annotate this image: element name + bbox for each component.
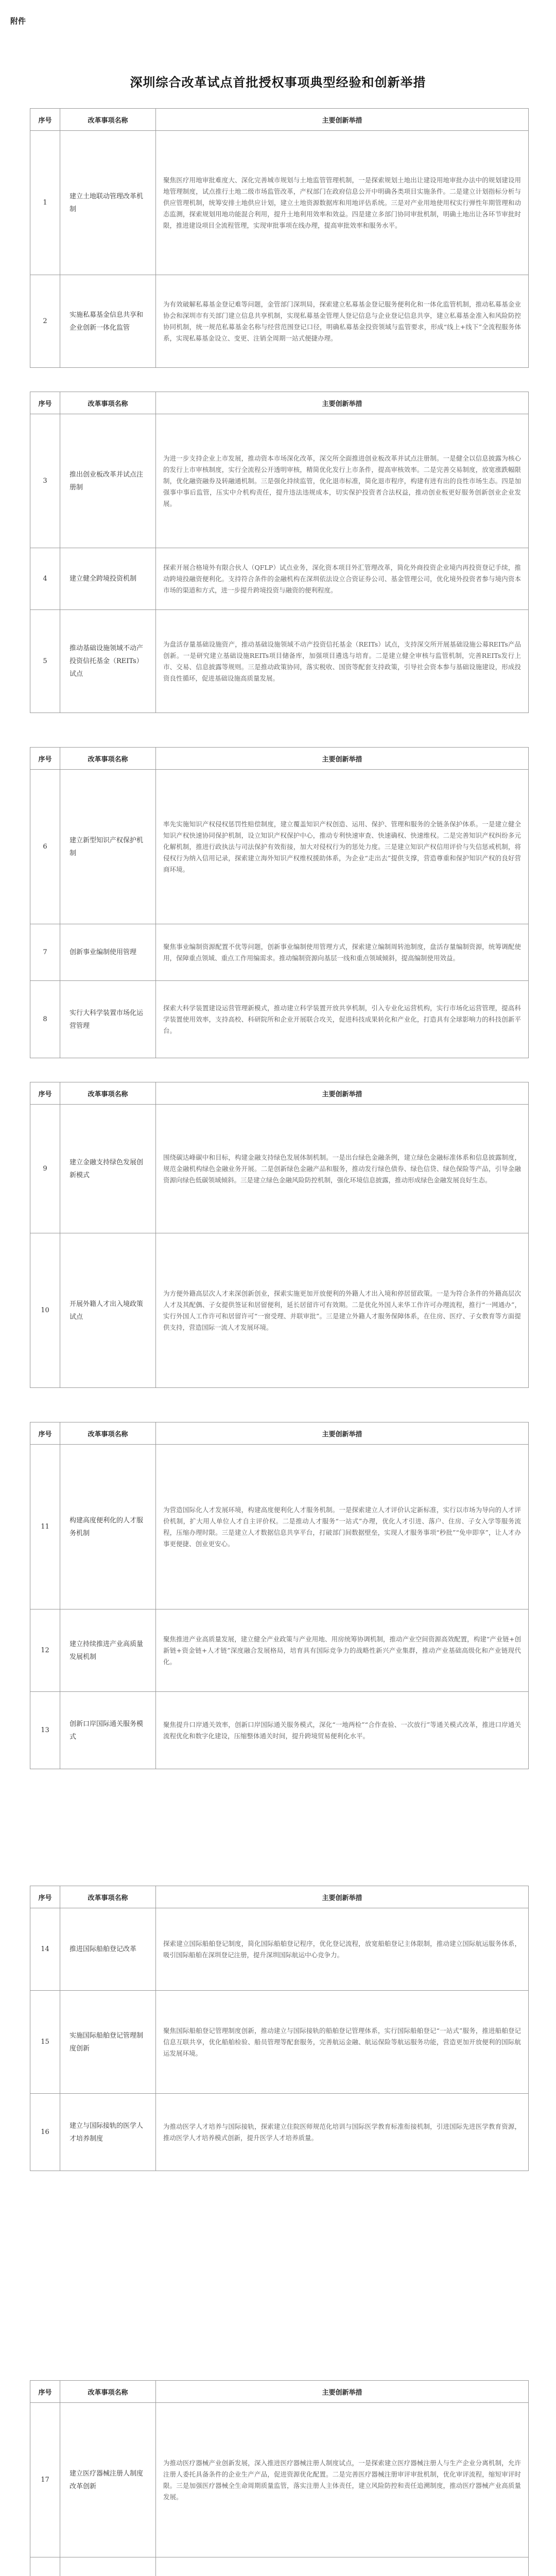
header-no: 序号 xyxy=(30,392,60,414)
reform-table xyxy=(30,108,529,368)
row-measures xyxy=(156,2557,529,2576)
attachment-label: 附件 xyxy=(10,16,26,26)
table-header xyxy=(30,1082,529,1105)
table-row xyxy=(30,981,529,1058)
header-item: 改革事项名称 xyxy=(60,1886,156,1908)
header-item: 改革事项名称 xyxy=(60,1082,156,1105)
header-item: 改革事项名称 xyxy=(60,1422,156,1445)
table-page-7 xyxy=(30,2380,528,2576)
row-item-name: 推出创业板改革并试点注册制 xyxy=(60,414,156,548)
row-item-name: 建立与国际接轨的医学人才培养制度 xyxy=(60,2094,156,2171)
row-measures: 聚焦医疗用地审批难度大、深化完善城市规划与土地监管管理机制，一是探索规划土地出让建设用地审批办法中的规划建设用地管理制度，试点推行土地二级市场监管改革，产权部门在政府信息公开中明确各类项目实施条件。二是建立计划指标分析与供应管理机制，统筹安排土地供应计划，建立土地资源数据库和用地评估系统。三是对产业用地使用权实行弹性年期管理和动态监测，探索规划用地功能混合利用，提升土地利用效率和效益。四是建立多部门协同审批机制，明确土地出让各环节审批时限，推进建设项目全流程管理，实现审批事项在线办理，提高审批效率和服务水平。 xyxy=(156,131,529,275)
reform-table xyxy=(30,2380,529,2576)
header-item: 改革事项名称 xyxy=(60,2381,156,2403)
header-item: 改革事项名称 xyxy=(60,748,156,770)
row-number: 14 xyxy=(30,1908,60,1991)
row-number: 8 xyxy=(30,981,60,1058)
table-row xyxy=(30,2403,529,2557)
row-number: 5 xyxy=(30,610,60,713)
table-row xyxy=(30,2557,529,2576)
table-page-6 xyxy=(30,1886,528,2171)
row-measures: 为推动医学人才培养与国际接轨，探索建立住院医师规范化培训与国际医学教育标准衔接机制，引进国际先进医学教育资源，推动医学人才培养模式创新，提升医学人才培养质量。 xyxy=(156,2094,529,2171)
row-measures: 聚焦推进产业高质量发展，建立健全产业政策与产业用地、用房统筹协调机制，推动产业空间资源高效配置，构建“产业链+创新链+资金链+人才链”深度融合发展格局，培育具有国际竞争力的战略性新兴产业集群，推动产业基础高级化和产业链现代化。 xyxy=(156,1609,529,1692)
row-number xyxy=(30,2557,60,2576)
row-item-name: 推动基础设施领域不动产投资信托基金（REITs）试点 xyxy=(60,610,156,713)
row-item-name: 建立金融支持绿色发展创新模式 xyxy=(60,1105,156,1233)
reform-table xyxy=(30,1886,529,2171)
header-measures: 主要创新举措 xyxy=(156,1422,529,1445)
row-measures: 聚焦国际船舶登记管理制度创新，推动建立与国际接轨的船舶登记管理体系，实行国际船舶登记“一站式”服务，推进船舶登记信息互联共享，优化船舶检验、船员管理等配套服务，完善航运金融、航运保险等航运服务功能，营造更加开放便利的国际航运发展环境。 xyxy=(156,1991,529,2094)
header-item: 改革事项名称 xyxy=(60,392,156,414)
table-row xyxy=(30,610,529,713)
row-number: 10 xyxy=(30,1233,60,1388)
row-item-name: 建立新型知识产权保护机制 xyxy=(60,770,156,924)
row-item-name: 开展外籍人才出入境政策试点 xyxy=(60,1233,156,1388)
row-number: 3 xyxy=(30,414,60,548)
header-measures: 主要创新举措 xyxy=(156,2381,529,2403)
table-row xyxy=(30,131,529,275)
reform-table xyxy=(30,1422,529,1769)
table-row xyxy=(30,275,529,368)
page-title: 深圳综合改革试点首批授权事项典型经验和创新举措 xyxy=(130,75,426,90)
row-measures: 探索建立国际船舶登记制度，简化国际船舶登记程序，优化登记流程，放宽船舶登记主体限制，推动建立国际航运服务体系，吸引国际船舶在深圳登记注册，提升深圳国际航运中心竞争力。 xyxy=(156,1908,529,1991)
table-header xyxy=(30,1422,529,1445)
table-row xyxy=(30,1233,529,1388)
header-no: 序号 xyxy=(30,1886,60,1908)
row-number: 1 xyxy=(30,131,60,275)
row-measures: 围绕碳达峰碳中和目标，构建金融支持绿色发展体制机制。一是出台绿色金融条例，建立绿色金融标准体系和信息披露制度，规范金融机构绿色金融业务开展。二是创新绿色金融产品和服务，推动发行绿色债券、绿色信贷、绿色保险等产品，引导金融资源向绿色低碳领域倾斜。三是建立绿色金融风险防控机制，强化环境信息披露，推动形成绿色金融发展良好生态。 xyxy=(156,1105,529,1233)
header-no: 序号 xyxy=(30,748,60,770)
table-page-3 xyxy=(30,747,528,1058)
row-number: 13 xyxy=(30,1692,60,1769)
row-measures: 为推动医疗器械产业创新发展，深入推进医疗器械注册人制度试点，一是探索建立医疗器械注册人与生产企业分离机制，允许注册人委托具备条件的企业生产产品，促进资源优化配置。二是完善医疗器械注册审评审批机制，优化审评流程，缩短审评时限。三是加强医疗器械全生命周期质量监管，落实注册人主体责任，建立风险防控和责任追溯制度，推动医疗器械产业高质量发展。 xyxy=(156,2403,529,2557)
table-header xyxy=(30,109,529,131)
header-no: 序号 xyxy=(30,1422,60,1445)
table-row xyxy=(30,1908,529,1991)
row-measures: 率先实施知识产权侵权惩罚性赔偿制度，建立覆盖知识产权创造、运用、保护、管理和服务的全链条保护体系。一是建立健全知识产权快速协同保护机制，设立知识产权保护中心，推动专利快速审查、快速确权、快速维权。二是完善知识产权纠纷多元化解机制，推进行政执法与司法保护有效衔接，加大对侵权行为的惩处力度。三是建立知识产权信用评价与失信惩戒机制，将侵权行为纳入信用记录，探索建立海外知识产权维权援助体系，为企业“走出去”提供支撑，营造尊重和保护知识产权的良好营商环境。 xyxy=(156,770,529,924)
table-row xyxy=(30,770,529,924)
table-row xyxy=(30,548,529,610)
table-row xyxy=(30,1609,529,1692)
row-item-name: 建立医疗器械注册人制度改革创新 xyxy=(60,2403,156,2557)
row-item-name: 创新事业编制使用管理 xyxy=(60,924,156,981)
row-item-name: 创新口岸国际通关服务模式 xyxy=(60,1692,156,1769)
row-item-name: 建立健全跨境投资机制 xyxy=(60,548,156,610)
row-measures: 为方便外籍高层次人才来深创新创业，探索实施更加开放便利的外籍人才出入境和停居留政策。一是为符合条件的外籍高层次人才及其配偶、子女提供签证和居留便利，延长居留许可有效期。二是优化外国人来华工作许可办理流程，推行“一网通办”，实行外国人工作许可和居留许可“一窗受理、并联审批”。三是建立外籍人才服务保障体系，在住房、医疗、子女教育等方面提供支持，营造国际一流人才发展环境。 xyxy=(156,1233,529,1388)
header-measures: 主要创新举措 xyxy=(156,1886,529,1908)
row-number: 9 xyxy=(30,1105,60,1233)
row-measures: 为进一步支持企业上市发展，推动资本市场深化改革，深交所全面推进创业板改革并试点注册制。一是健全以信息披露为核心的发行上市审核制度，实行全流程公开透明审核，精简优化发行上市条件，提高审核效率。二是完善交易制度，放宽涨跌幅限制，优化融资融券及转融通机制。三是强化持续监管，优化退市标准，简化退市程序，构建有进有出的良性市场生态。四是加强事中事后监管，压实中介机构责任，提升违法违规成本，切实保护投资者合法权益，推动创业板更好服务创新创业企业发展。 xyxy=(156,414,529,548)
row-measures: 聚焦提升口岸通关效率，创新口岸国际通关服务模式，深化“一地两检”“合作查验、一次放行”等通关模式改革，推进口岸通关流程优化和数字化建设，压缩整体通关时间，提升跨境贸易便利化水平。 xyxy=(156,1692,529,1769)
row-number: 12 xyxy=(30,1609,60,1692)
row-measures: 为有效破解私募基金登记难等问题，金管部门深圳局，探索建立私募基金登记服务便利化和一体化监管机制，推动私募基金业协会和深圳市有关部门建立信息共享机制，实现私募基金管理人登记信息与企业登记信息共享，建立私募基金准入和风险防控协同机制，统一规范私募基金名称与经营范围登记口径，明确私募基金投资领域与监管要求，形成“线上+线下”全流程服务体系，实现私募基金设立、变更、注销全周期一站式便捷办理。 xyxy=(156,275,529,368)
header-no: 序号 xyxy=(30,109,60,131)
reform-table xyxy=(30,1082,529,1388)
row-measures: 探索大科学装置建设运营管理新模式，推动建立科学装置开放共享机制，引入专业化运营机构，实行市场化运营管理，提高科学装置使用效率，支持高校、科研院所和企业开展联合攻关，促进科技成果转化和产业化，打造具有全球影响力的科技创新平台。 xyxy=(156,981,529,1058)
row-item-name: 建立持续推进产业高质量发展机制 xyxy=(60,1609,156,1692)
table-header xyxy=(30,748,529,770)
row-number: 17 xyxy=(30,2403,60,2557)
row-item-name: 构建高度便利化的人才服务机制 xyxy=(60,1445,156,1609)
header-measures: 主要创新举措 xyxy=(156,1082,529,1105)
table-header xyxy=(30,1886,529,1908)
table-page-2 xyxy=(30,392,528,713)
row-number: 4 xyxy=(30,548,60,610)
table-row xyxy=(30,414,529,548)
row-measures: 为营造国际化人才发展环境，构建高度便利化人才服务机制。一是探索建立人才评价认定新标准，实行以市场为导向的人才评价机制，扩大用人单位人才自主评价权。二是推动人才服务“一站式”办理，优化人才引进、落户、住房、子女入学等服务流程，压缩办理时限。三是建立人才数据信息共享平台，打破部门间数据壁垒，实现人才服务事项“秒批”“免申即享”，让人才办事更便捷、创业更安心。 xyxy=(156,1445,529,1609)
table-row xyxy=(30,1445,529,1609)
row-measures: 为盘活存量基础设施资产，推动基础设施领域不动产投资信托基金（REITs）试点，支持深交所开展基础设施公募REITs产品创新。一是研究建立基础设施REITs项目储备库，加强项目遴选与培育。二是建立健全审核与监管机制，完善REITs发行上市、交易、信息披露等规则。三是推动政策协同，落实税收、国资等配套支持政策，引导社会资本参与基础设施建设，形成投资良性循环，促进基础设施高质量发展。 xyxy=(156,610,529,713)
row-number: 11 xyxy=(30,1445,60,1609)
reform-table xyxy=(30,392,529,713)
header-no: 序号 xyxy=(30,2381,60,2403)
row-number: 6 xyxy=(30,770,60,924)
table-row xyxy=(30,1105,529,1233)
row-measures: 探索开展合格境外有限合伙人（QFLP）试点业务，深化资本项目外汇管理改革，简化外商投资企业境内再投资登记手续，推动跨境投融资便利化。支持符合条件的金融机构在深圳依法设立合资证券公司、基金管理公司，优化境外投资者参与境内资本市场的渠道和方式，进一步提升跨境投资与融资的便利程度。 xyxy=(156,548,529,610)
row-item-name xyxy=(60,2557,156,2576)
row-item-name: 实施私募基金信息共享和企业创新一体化监管 xyxy=(60,275,156,368)
table-header xyxy=(30,2381,529,2403)
header-item: 改革事项名称 xyxy=(60,109,156,131)
header-measures: 主要创新举措 xyxy=(156,748,529,770)
reform-table xyxy=(30,747,529,1058)
row-number: 7 xyxy=(30,924,60,981)
header-no: 序号 xyxy=(30,1082,60,1105)
table-header xyxy=(30,392,529,414)
row-number: 16 xyxy=(30,2094,60,2171)
row-number: 2 xyxy=(30,275,60,368)
table-page-1 xyxy=(30,108,528,368)
table-row xyxy=(30,1991,529,2094)
table-page-5 xyxy=(30,1422,528,1769)
header-measures: 主要创新举措 xyxy=(156,392,529,414)
row-measures: 聚焦事业编制资源配置不优等问题，创新事业编制使用管理方式，探索建立编制周转池制度，盘活存量编制资源，统筹调配使用，保障重点领域、重点工作用编需求。推动编制资源向基层一线和重点领域倾斜，提高编制使用效益。 xyxy=(156,924,529,981)
table-row xyxy=(30,2094,529,2171)
row-item-name: 推进国际船舶登记改革 xyxy=(60,1908,156,1991)
table-page-4 xyxy=(30,1082,528,1388)
row-item-name: 实施国际船舶登记管理制度创新 xyxy=(60,1991,156,2094)
table-row xyxy=(30,924,529,981)
row-item-name: 实行大科学装置市场化运营管理 xyxy=(60,981,156,1058)
row-number: 15 xyxy=(30,1991,60,2094)
row-item-name: 建立土地联动管理改革机制 xyxy=(60,131,156,275)
table-row xyxy=(30,1692,529,1769)
header-measures: 主要创新举措 xyxy=(156,109,529,131)
